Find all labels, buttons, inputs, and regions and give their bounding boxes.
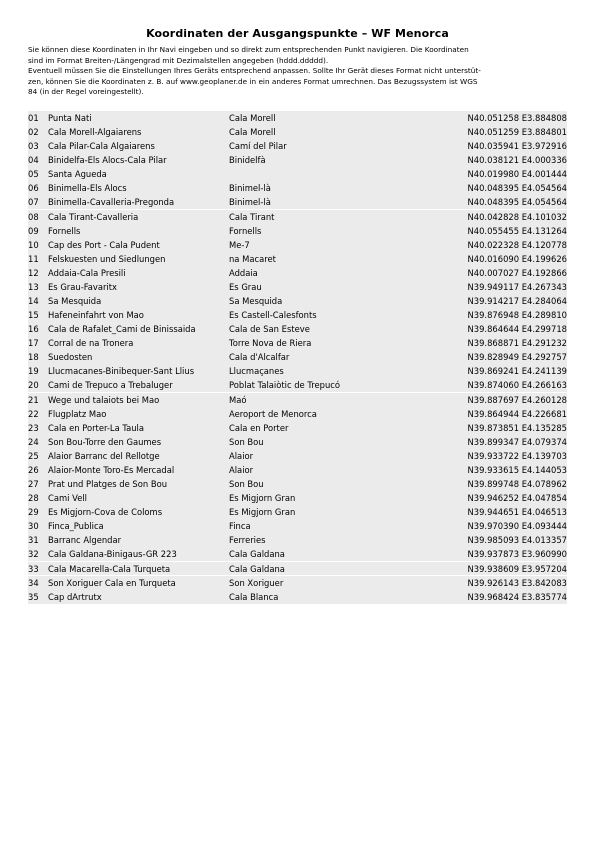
table-row (28, 195, 567, 209)
start-point-name: Sa Mesquida (48, 296, 102, 307)
start-point-name: Llucmacanes-Binibequer-Sant Llius (48, 366, 195, 377)
table-row (28, 224, 567, 238)
gps-coordinates: N39.899347 E4.079374 (467, 436, 567, 447)
table-row (28, 125, 567, 139)
row-number: 09 (28, 225, 39, 236)
row-number: 29 (28, 507, 39, 518)
start-point-name: Wege und talaiots bei Mao (48, 394, 160, 405)
table-row (28, 463, 567, 477)
place-name: Aeroport de Menorca (229, 408, 317, 419)
row-number: 08 (28, 211, 39, 222)
place-name: Es Grau (229, 281, 262, 292)
gps-coordinates: N40.055455 E4.131264 (467, 225, 567, 236)
gps-coordinates: N40.038121 E4.000336 (467, 155, 567, 166)
row-number: 31 (28, 535, 39, 546)
row-number: 19 (28, 366, 39, 377)
table-row (28, 266, 567, 280)
table-row (28, 139, 567, 153)
row-number: 17 (28, 338, 39, 349)
place-name: Addaia (229, 267, 258, 278)
place-name: Son Bou (229, 436, 264, 447)
gps-coordinates: N40.035941 E3.972916 (467, 141, 567, 152)
table-row (28, 378, 567, 392)
gps-coordinates: N40.019980 E4.001444 (467, 169, 567, 180)
place-name: Poblat Talaiòtic de Trepucó (229, 380, 341, 391)
place-name: Binimel-là (229, 183, 271, 194)
table-row (28, 167, 567, 181)
row-number: 24 (28, 436, 39, 447)
row-number: 25 (28, 450, 39, 461)
gps-coordinates: N39.970390 E4.093444 (467, 521, 567, 532)
row-number: 26 (28, 464, 39, 475)
start-point-name: Cala Morell-Algaiarens (48, 127, 142, 138)
start-point-name: Addaia-Cala Presili (48, 267, 126, 278)
start-point-name: Barranc Algendar (48, 535, 122, 546)
place-name: Cala Galdana (229, 563, 285, 574)
place-name: Finca (229, 521, 251, 532)
row-number: 20 (28, 380, 39, 391)
place-name: na Macaret (229, 253, 276, 264)
table-row (28, 407, 567, 421)
place-name: Camí del Pilar (229, 141, 287, 152)
start-point-name: Binimella-Cavalleria-Pregonda (48, 197, 175, 208)
table-row (28, 449, 567, 463)
start-point-name: Cala de Rafalet_Cami de Binissaida (48, 324, 196, 335)
row-number: 34 (28, 577, 39, 588)
gps-coordinates: N39.864644 E4.299718 (467, 324, 567, 335)
place-name: Cala Morell (229, 113, 276, 123)
gps-coordinates: N40.007027 E4.192866 (467, 267, 567, 278)
intro-line: 84 (in der Regel voreingestellt). (28, 87, 144, 97)
row-number: 27 (28, 479, 39, 490)
table-row (28, 505, 567, 519)
gps-coordinates: N39.876948 E4.289810 (467, 310, 567, 321)
gps-coordinates: N39.887697 E4.260128 (467, 394, 567, 405)
start-point-name: Prat und Platges de Son Bou (48, 479, 168, 490)
place-name: Llucmaçanes (229, 366, 284, 377)
gps-coordinates: N40.048395 E4.054564 (467, 183, 567, 194)
start-point-name: Santa Agueda (48, 169, 107, 180)
gps-coordinates: N39.938609 E3.957204 (467, 563, 567, 574)
gps-coordinates: N39.946252 E4.047854 (467, 493, 567, 504)
start-point-name: Son Bou-Torre den Gaumes (48, 436, 162, 447)
table-row (28, 294, 567, 308)
row-number: 06 (28, 183, 39, 194)
row-number: 30 (28, 521, 39, 532)
table-row (28, 280, 567, 294)
gps-coordinates: N40.051259 E3.884801 (467, 127, 567, 138)
row-number: 22 (28, 408, 39, 419)
place-name: Alaior (229, 464, 254, 475)
table-row (28, 322, 567, 336)
gps-coordinates: N39.933615 E4.144053 (467, 464, 567, 475)
intro-line: Sie können diese Koordinaten in Ihr Navi eingeben und so direkt zum entsprechenden Punkt navigieren. Die Koordinaten (28, 45, 469, 54)
table-row (28, 238, 567, 252)
row-number: 10 (28, 239, 39, 250)
start-point-name: Binidelfa-Els Alocs-Cala Pilar (48, 155, 167, 166)
start-point-name: Finca_Publica (48, 521, 104, 532)
place-name: Son Bou (229, 479, 264, 490)
gps-coordinates: N40.042828 E4.101032 (467, 211, 567, 222)
gps-coordinates: N39.864944 E4.226681 (467, 408, 567, 419)
table-row (28, 393, 567, 407)
intro-line: sind im Format Breiten-/Längengrad mit Dezimalstellen angegeben (hddd.ddddd). (28, 55, 329, 65)
place-name: Ferreries (229, 535, 266, 546)
table-row (28, 308, 567, 322)
start-point-name: Es Grau-Favaritx (48, 281, 117, 292)
start-point-name: Cami Vell (48, 493, 88, 504)
place-name: Maó (229, 394, 247, 405)
table-row (28, 111, 567, 125)
gps-coordinates: N39.968424 E3.835774 (467, 591, 567, 602)
start-point-name: Son Xoriguer Cala en Turqueta (48, 577, 176, 588)
table-row (28, 491, 567, 505)
row-number: 33 (28, 563, 39, 574)
gps-coordinates: N39.869241 E4.241139 (467, 366, 567, 377)
place-name: Cala d'Alcalfar (229, 352, 290, 363)
row-number: 05 (28, 169, 39, 180)
place-name: Binidelfà (229, 155, 266, 166)
table-row (28, 252, 567, 266)
page-title: Koordinaten der Ausgangspunkte – WF Menorca (146, 27, 449, 40)
row-number: 18 (28, 352, 39, 363)
intro-line: zen, können Sie die Koordinaten z. B. auf www.geoplaner.de in ein anderes Format umrechnen. Das Bezugssystem ist WGS (28, 76, 478, 86)
place-name: Alaior (229, 450, 254, 461)
gps-coordinates: N40.051258 E3.884808 (467, 113, 567, 123)
start-point-name: Cami de Trepuco a Trebaluger (48, 380, 173, 391)
start-point-name: Cala Macarella-Cala Turqueta (48, 563, 171, 574)
place-name: Cala Blanca (229, 591, 279, 602)
row-number: 01 (28, 113, 39, 123)
place-name: Binimel-là (229, 197, 271, 208)
table-row (28, 519, 567, 533)
start-point-name: Cala en Porter-La Taula (48, 422, 144, 433)
table-row (28, 547, 567, 561)
start-point-name: Fornells (48, 225, 81, 236)
row-number: 13 (28, 281, 39, 292)
table-row (28, 181, 567, 195)
place-name: Cala Galdana (229, 549, 285, 560)
gps-coordinates: N39.944651 E4.046513 (467, 507, 567, 518)
start-point-name: Alaior-Monte Toro-Es Mercadal (48, 464, 175, 475)
start-point-name: Es Migjorn-Cova de Coloms (48, 507, 163, 518)
row-number: 32 (28, 549, 39, 560)
row-number: 16 (28, 324, 39, 335)
start-point-name: Cala Galdana-Binigaus-GR 223 (48, 549, 177, 560)
row-number: 07 (28, 197, 39, 208)
place-name: Son Xoriguer (229, 577, 284, 588)
row-number: 03 (28, 141, 39, 152)
gps-coordinates: N39.949117 E4.267343 (467, 281, 567, 292)
gps-coordinates: N39.926143 E3.842083 (467, 577, 567, 588)
row-number: 14 (28, 296, 39, 307)
place-name: Me-7 (229, 239, 250, 250)
gps-coordinates: N39.914217 E4.284064 (467, 296, 567, 307)
place-name: Es Migjorn Gran (229, 507, 296, 518)
table-row (28, 153, 567, 167)
place-name: Cala de San Esteve (229, 324, 310, 335)
gps-coordinates: N39.985093 E4.013357 (467, 535, 567, 546)
intro-text (28, 45, 568, 98)
start-point-name: Flugplatz Mao (48, 408, 107, 419)
start-point-name: Corral de na Tronera (48, 338, 134, 349)
place-name: Cala Morell (229, 127, 276, 138)
gps-coordinates: N39.933722 E4.139703 (467, 450, 567, 461)
intro-line: Eventuell müssen Sie die Einstellungen Ihres Geräts entsprechend anpassen. Sollte Ihr Gerät dieses Format nicht unterstüt- (28, 66, 481, 76)
table-row (28, 210, 567, 224)
coordinates-table (28, 111, 567, 604)
start-point-name: Binimella-Els Alocs (48, 183, 127, 194)
place-name: Cala Tirant (229, 211, 275, 222)
gps-coordinates: N39.874060 E4.266163 (467, 380, 567, 391)
row-number: 02 (28, 127, 39, 138)
start-point-name: Cap dArtrutx (48, 591, 102, 602)
table-row (28, 533, 567, 547)
row-number: 35 (28, 591, 39, 602)
gps-coordinates: N39.937873 E3.960990 (467, 549, 567, 560)
place-name: Sa Mesquida (229, 296, 283, 307)
start-point-name: Cap des Port - Cala Pudent (48, 239, 160, 250)
table-row (28, 562, 567, 576)
place-name: Es Castell-Calesfonts (229, 310, 317, 321)
table-row (28, 364, 567, 378)
row-number: 21 (28, 394, 39, 405)
place-name: Fornells (229, 225, 262, 236)
place-name: Torre Nova de Riera (229, 338, 312, 349)
table-row (28, 336, 567, 350)
row-number: 12 (28, 267, 39, 278)
table-row (28, 350, 567, 364)
gps-coordinates: N39.868871 E4.291232 (467, 338, 567, 349)
row-number: 23 (28, 422, 39, 433)
start-point-name: Hafeneinfahrt von Mao (48, 310, 144, 321)
start-point-name: Cala Pilar-Cala Algaiarens (48, 141, 155, 152)
place-name: Cala en Porter (229, 422, 289, 433)
table-row (28, 590, 567, 604)
start-point-name: Suedosten (48, 352, 93, 363)
gps-coordinates: N39.828949 E4.292757 (467, 352, 567, 363)
table-row (28, 435, 567, 449)
table-row (28, 576, 567, 590)
place-name: Es Migjorn Gran (229, 493, 296, 504)
gps-coordinates: N39.873851 E4.135285 (467, 422, 567, 433)
row-number: 11 (28, 253, 39, 264)
row-number: 15 (28, 310, 39, 321)
gps-coordinates: N40.048395 E4.054564 (467, 197, 567, 208)
table-row (28, 477, 567, 491)
start-point-name: Punta Nati (48, 113, 92, 123)
gps-coordinates: N39.899748 E4.078962 (467, 479, 567, 490)
start-point-name: Alaior Barranc del Rellotge (48, 450, 160, 461)
row-number: 28 (28, 493, 39, 504)
gps-coordinates: N40.022328 E4.120778 (467, 239, 567, 250)
row-number: 04 (28, 155, 39, 166)
start-point-name: Cala Tirant-Cavalleria (48, 211, 139, 222)
start-point-name: Felskuesten und Siedlungen (48, 253, 166, 264)
gps-coordinates: N40.016090 E4.199626 (467, 253, 567, 264)
table-row (28, 421, 567, 435)
